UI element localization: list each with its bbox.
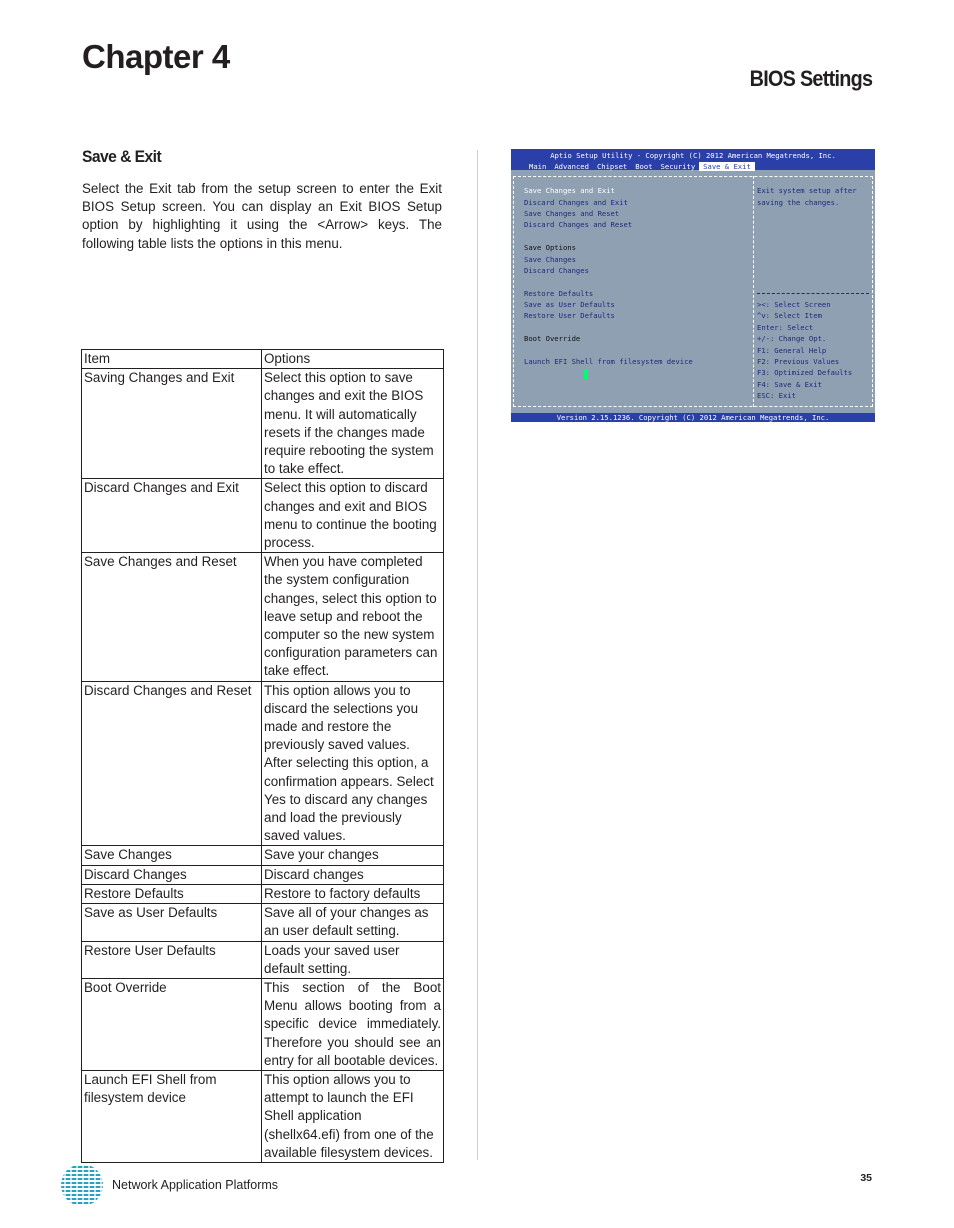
bios-item-save-changes-reset[interactable]: Save Changes and Reset (524, 209, 620, 218)
bios-header (511, 149, 875, 170)
table-cell-option: When you have completed the system configuration changes, select this option to leave setup and reboot the computer so the new system configuration parameters can take effect. (262, 553, 444, 681)
bios-key-hint: ESC: Exit (757, 391, 796, 400)
bios-group-boot-override: Boot Override (524, 334, 581, 343)
table-row (82, 904, 444, 941)
table-cell-item: Restore User Defaults (82, 941, 262, 978)
table-cell-item: Discard Changes and Exit (82, 479, 262, 553)
bios-frame-bottom (513, 406, 873, 407)
bios-key-hint: F2: Previous Values (757, 357, 840, 366)
bios-item-save-changes[interactable]: Save Changes (524, 255, 576, 264)
table-cell-item: Launch EFI Shell from filesystem device (82, 1070, 262, 1162)
table-cell-item: Save Changes and Reset (82, 553, 262, 681)
table-cell-option: Restore to factory defaults (262, 884, 444, 903)
table-cell-item: Saving Changes and Exit (82, 369, 262, 479)
table-row (82, 941, 444, 978)
table-row (82, 681, 444, 846)
bios-key-hint: F3: Optimized Defaults (757, 368, 853, 377)
bios-help-line: Exit system setup after (757, 186, 857, 195)
footer-company: Network Application Platforms (112, 1178, 279, 1192)
table-cell-item: Discard Changes (82, 865, 262, 884)
section-title: BIOS Settings (749, 66, 872, 91)
column-divider (477, 150, 478, 1160)
table-cell-item: Save Changes (82, 846, 262, 865)
table-row (82, 978, 444, 1070)
bios-frame-right (872, 176, 873, 407)
bios-tab-chipset[interactable]: Chipset (596, 162, 628, 171)
bios-item-restore-defaults[interactable]: Restore Defaults (524, 289, 594, 298)
bios-item-launch-efi-shell[interactable]: Launch EFI Shell from filesystem device (524, 357, 693, 366)
table-header-row (82, 350, 444, 369)
bios-key-hint: ^v: Select Item (757, 311, 822, 320)
bios-item-save-user-defaults[interactable]: Save as User Defaults (524, 300, 615, 309)
intro-paragraph: Select the Exit tab from the setup screen to enter the Exit BIOS Setup screen. You can display an Exit BIOS Setup option by highlighting it using the <Arrow> keys. The following table lists the options in this menu. (82, 181, 442, 251)
bios-item-restore-user-defaults[interactable]: Restore User Defaults (524, 311, 615, 320)
bios-key-hint: Enter: Select (757, 323, 814, 332)
subsection-title: Save & Exit (82, 147, 162, 166)
options-table (81, 349, 444, 1163)
table-row (82, 846, 444, 865)
table-cell-item: Save as User Defaults (82, 904, 262, 941)
table-cell-option: This option allows you to discard the selections you made and restore the previously saved values. After selecting this option, a confirmation appears. Select Yes to discard any changes and load the previously saved values. (262, 681, 444, 846)
bios-text-cursor (584, 370, 588, 379)
bios-item-save-changes-exit[interactable]: Save Changes and Exit (524, 186, 615, 195)
table-header-options: Options (262, 350, 444, 369)
table-row (82, 479, 444, 553)
table-cell-option: Save your changes (262, 846, 444, 865)
bios-frame-top (513, 176, 873, 177)
table-cell-option: This option allows you to attempt to launch the EFI Shell application (shellx64.efi) from one of the available filesystem devices. (262, 1070, 444, 1162)
bios-item-discard-changes-exit[interactable]: Discard Changes and Exit (524, 198, 628, 207)
table-row (82, 369, 444, 479)
bios-tab-save-exit[interactable]: Save & Exit (699, 162, 755, 171)
bios-tab-security[interactable]: Security (660, 162, 696, 171)
bios-help-separator (757, 293, 869, 294)
table-cell-option: Loads your saved user default setting. (262, 941, 444, 978)
table-cell-item: Boot Override (82, 978, 262, 1070)
bios-footer: Version 2.15.1236. Copyright (C) 2012 American Megatrends, Inc. (511, 413, 875, 422)
table-cell-option: Select this option to save changes and exit the BIOS menu. It will automatically resets if the changes made require rebooting the system to take effect. (262, 369, 444, 479)
bios-key-hint: ><: Select Screen (757, 300, 831, 309)
table-cell-item: Discard Changes and Reset (82, 681, 262, 846)
table-cell-option: This section of the Boot Menu allows booting from a specific device immediately. Therefore you should see an entry for all bootable devices. (262, 978, 444, 1070)
table-cell-item: Restore Defaults (82, 884, 262, 903)
table-row (82, 553, 444, 681)
chapter-title: Chapter 4 (82, 38, 230, 75)
table-cell-option: Select this option to discard changes and exit and BIOS menu to continue the booting process. (262, 479, 444, 553)
bios-tab-boot[interactable]: Boot (635, 162, 653, 171)
table-cell-option: Discard changes (262, 865, 444, 884)
company-logo-icon (60, 1163, 104, 1207)
bios-key-hint: F1: General Help (757, 346, 827, 355)
bios-item-discard-changes[interactable]: Discard Changes (524, 266, 589, 275)
table-row (82, 1070, 444, 1162)
bios-screenshot (511, 149, 875, 422)
bios-body (511, 170, 875, 413)
bios-help-line: saving the changes. (757, 198, 840, 207)
bios-group-save-options: Save Options (524, 243, 576, 252)
bios-title: Aptio Setup Utility - Copyright (C) 2012 American Megatrends, Inc. (550, 151, 836, 160)
bios-frame-left (513, 176, 514, 407)
page-number: 35 (860, 1172, 872, 1184)
bios-tab-advanced[interactable]: Advanced (554, 162, 589, 171)
table-header-item: Item (82, 350, 262, 369)
table-cell-option: Save all of your changes as an user default setting. (262, 904, 444, 941)
table-row (82, 865, 444, 884)
table-row (82, 884, 444, 903)
bios-item-discard-changes-reset[interactable]: Discard Changes and Reset (524, 220, 633, 229)
bios-frame-divider (753, 176, 754, 407)
bios-tab-main[interactable]: Main (529, 162, 547, 171)
bios-key-hint: +/-: Change Opt. (757, 334, 827, 343)
bios-key-hint: F4: Save & Exit (757, 380, 822, 389)
